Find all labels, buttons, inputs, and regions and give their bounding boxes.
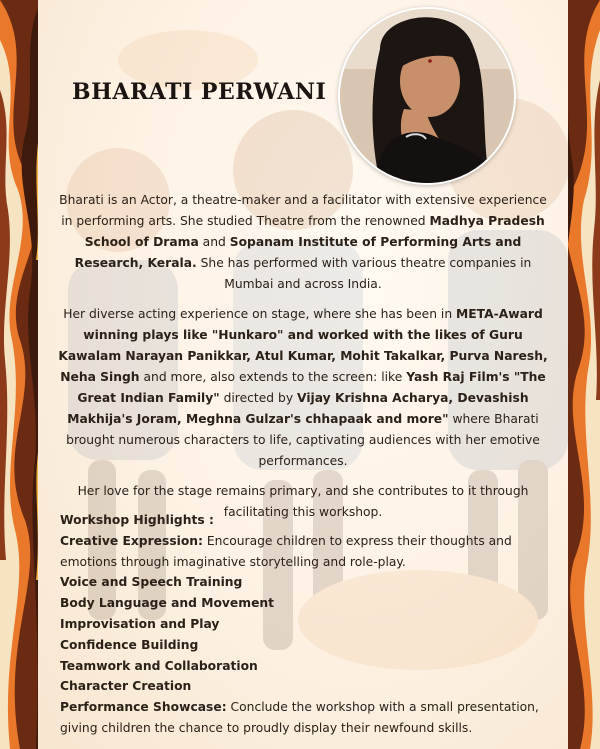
bold-institution-2: Sopanam Institute of Performing Arts and Research, Kerala. — [74, 235, 522, 270]
workshop-highlights — [60, 510, 550, 739]
highlight-item: Body Language and Movement — [60, 596, 275, 611]
bio-paragraph-2: Her diverse acting experience on stage, where she has been in META-Award winning plays like "Hunkaro" and worked with the likes of Guru Kawalam Narayan Panikkar, Atul Kumar, Mohit Takalkar, Purva Naresh, Neha Singh and more, also extends to the screen: like Yash Raj Film's "The Great Indian Family" directed by Vijay Krishna Acharya, Devashish Makhija's Joram, Meghna Gulzar's chhapaak and more" where Bharati brought numerous characters to life, captivating audiences with her emotive performances. — [58, 307, 548, 468]
profile-panel — [38, 0, 568, 749]
speaker-name: BHARATI PERWANI — [72, 79, 327, 105]
highlight-item: Confidence Building — [60, 637, 199, 652]
highlight-item: Creative Expression: Encourage children to express their thoughts and emotions through imaginative storytelling and role-play. — [60, 533, 512, 569]
highlight-item: Performance Showcase: Conclude the workshop with a small presentation, giving children the chance to proudly display their newfound skills. — [60, 700, 539, 735]
bold-institution-1: Madhya Pradesh School of Drama — [84, 214, 545, 249]
bold-film: Yash Raj Film's "The Great Indian Family" — [77, 370, 546, 405]
biography — [52, 190, 554, 532]
bio-paragraph-3: Her love for the stage remains primary, and she contributes to it through facilitating this workshop. — [77, 484, 529, 519]
speaker-portrait — [338, 7, 516, 185]
bio-paragraph-1: Bharati is an Actor, a theatre-maker and a facilitator with extensive experience in performing arts. She studied Theatre from the renowned Madhya Pradesh School of Drama and Sopanam Institute of Performing Arts and Research, Kerala. She has performed with various theatre companies in Mumbai and across India. — [59, 193, 547, 291]
bold-plays: META-Award winning plays like "Hunkaro" and worked with the likes of Guru Kawalam Narayan Panikkar, Atul Kumar, Mohit Takalkar, Purva Naresh, Neha Singh — [58, 307, 548, 384]
highlights-heading: Workshop Highlights : — [60, 513, 214, 527]
swirl-pattern-left — [0, 0, 42, 749]
highlight-item: Voice and Speech Training — [60, 575, 243, 590]
highlight-item: Character Creation — [60, 679, 192, 694]
portrait-image — [340, 9, 514, 183]
left-decorative-border — [0, 0, 42, 749]
bold-directors: Vijay Krishna Acharya, Devashish Makhija's Joram, Meghna Gulzar's chhapaak and more" — [67, 391, 529, 426]
highlight-item: Improvisation and Play — [60, 616, 220, 631]
highlight-item: Teamwork and Collaboration — [60, 658, 258, 673]
